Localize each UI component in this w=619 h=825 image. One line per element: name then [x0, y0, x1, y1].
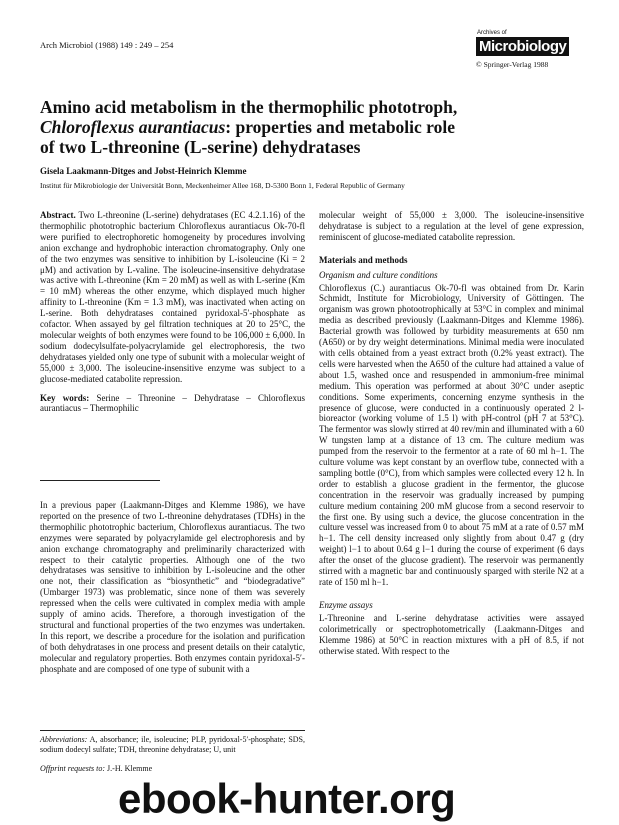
watermark: ebook-hunter.org — [118, 775, 456, 822]
offprint-label: Offprint requests to: — [40, 764, 106, 773]
introduction — [40, 500, 305, 675]
abbreviations-label: Abbreviations: — [40, 735, 88, 744]
title-line-3: of two L-threonine (L-serine) dehydratases — [40, 137, 361, 157]
section-heading-methods: Materials and methods — [319, 254, 408, 265]
affiliation: Institut für Mikrobiologie der Universität Bonn, Meckenheimer Allee 168, D-5300 Bonn 1, Federal Republic of Germany — [40, 181, 405, 190]
keywords-text: Serine – Threonine – Dehydratase – Chloroflexus aurantiacus – Thermophilic — [40, 392, 306, 414]
journal-citation: Arch Microbiol (1988) 149 : 249 – 254 — [40, 40, 174, 50]
title-line-2-rest: : properties and metabolic role — [225, 117, 456, 137]
keywords-label: Key words: — [40, 392, 90, 403]
subheading-organism: Organism and culture conditions — [319, 269, 438, 280]
title-line-2 — [40, 117, 588, 137]
footnote-separator — [40, 730, 305, 731]
methods-text: Chloroflexus (C.) aurantiacus Ok-70-fl was obtained from Dr. Karin Schmidt, Institute for Microbiology, University of Göttingen. The organism was grown photootrophically at 53°C in complex and minimal media as described previously (Laakmann-Ditges and Klemme 1986). Bacterial growth was followed by turbidity measurements at 650 nm (A650) or by dry weight determinations. Minimal media were inoculated with cells obtained from a yeast extract broth (0.2% yeast extract). The cells were harvested when the A650 of the culture had attained a value of about 1.5, washed once and resuspended in ammonium-free minimal medium. This operation was performed at about 30°C under aseptic conditions. Some experiments, concerning enzyme synthesis in the presence of glucose, were conducted in a continuously operated 2 l-bioreactor (working volume of 1.5 l) with pH-control (pH 7 at 53°C). The fermentor was slowly stirred at 40 rev/min and illuminated with a 60 W tungsten lamp at a distance of 13 cm. The culture medium was pumped from the reservoir to the fermentor at a rate of 60 ml h−1. The culture volume was kept constant by an overflow tube, connected with a sampling bottle (0°C), from which samples were collected every 12 h. In order to establish a glucose gradient in the fermentor, the glucose concentration in the reservoir was gradually increased by pumping culture medium containing 200 mM glucose from a second reservoir to the first one. By using such a device, the glucose concentration in the culture vessel was increased from 0 to about 75 mM at a rate of 0.57 mM h−1. The cell density increased only slightly from about 0.47 g (dry weight) l−1 to about 0.64 g l−1 during the course of experiment (6 days after the onset of the glucose gradient). The reservoir was permanently stirred with a magnetic bar and continuously sparged with sterile N2 at a rate of 150 ml h−1. — [319, 282, 584, 587]
right-column — [319, 210, 584, 656]
title-species: Chloroflexus aurantiacus — [40, 117, 226, 137]
abbreviations-footnote — [40, 735, 305, 755]
title-line-1: Amino acid metabolism in the thermophilic phototroph, — [40, 97, 458, 117]
journal-small-label: Archives of — [477, 30, 507, 36]
copyright-notice: © Springer-Verlag 1988 — [476, 60, 549, 69]
keywords — [40, 393, 305, 415]
journal-masthead — [476, 30, 586, 69]
journal-logo: Microbiology — [476, 37, 569, 56]
assay-text: L-Threonine and L-serine dehydratase activities were assayed colorimetrically or spectrophotometrically (Laakmann-Ditges and Klemme 1986) at 50°C in reaction mixtures with a pH of 8.5, if not otherwise stated. With respect to the — [319, 612, 584, 656]
abstract-column — [40, 210, 305, 414]
abstract-continuation: molecular weight of 55,000 ± 3,000. The isoleucine-insensitive dehydratase is subject to a regulation at the level of gene expression, reminiscent of glucose-mediated catabolite repression. — [319, 210, 584, 242]
abbreviations-text: A, absorbance; ile, isoleucine; PLP, pyridoxal-5′-phosphate; SDS, sodium dodecyl sulfate; TDH, threonine dehydratase; U, unit — [40, 735, 305, 754]
offprint-name: J.-H. Klemme — [107, 764, 153, 773]
abstract-label: Abstract. — [40, 210, 76, 220]
abstract — [40, 210, 305, 385]
abstract-separator — [40, 480, 160, 481]
author-list: Gisela Laakmann-Ditges and Jobst-Heinrich Klemme — [40, 166, 247, 176]
article-title — [40, 97, 588, 157]
offprint-requests — [40, 764, 152, 773]
subheading-enzyme-assays: Enzyme assays — [319, 599, 373, 610]
abstract-text: Two L-threonine (L-serine) dehydratases (EC 4.2.1.16) of the thermophilic phototrophic bacterium Chloroflexus aurantiacus Ok-70-fl were purified to electrophoretic homogeneity by procedures involving anion exchange and hydrophobic interaction chromatography. Only one of the two enzymes was sensitive to inhibition by L-isoleucine (Ki = 2 μM) and activation by L-valine. The isoleucine-insensitive dehydratase was active with L-threonine (Km = 20 mM) as well as with L-serine (Km = 10 mM) whereas the other enzyme, which displayed much higher affinity to L-threonine (Km = 1.3 mM), was inactivated when acting on L-serine. Both dehydratases contained pyridoxal-5′-phosphate as cofactor. When assayed by gel filtration techniques at 20 to 25°C, the molecular weights of both enzymes were found to be 106,000 ± 6,000. In sodium dodecylsulfate-polyacrylamide gel electrophoresis, the two dehydratases yielded only one type of subunit with a molecular weight of 55,000 ± 3,000. The isoleucine-insensitive enzyme was subject to a glucose-mediated catabolite repression. — [40, 210, 306, 384]
intro-text: In a previous paper (Laakmann-Ditges and Klemme 1986), we have reported on the presence of two L-threonine dehydratases (TDHs) in the thermophilic phototrophic bacterium, Chloroflexus aurantiacus. The two enzymes were separated by polyacrylamide gel electrophoresis and by anion exchange chromatography and preliminarily characterized with respect to their catalytic properties. Although one of the two dehydratases was sensitive to inhibition by L-isoleucine and the other one not, their classification as “biosynthetic” and “biodegradative” (Umbarger 1973) was problematic, since none of them was severely repressed when the cells were cultivated in complex media with ample supply of amino acids. Therefore, a thorough investigation of the structural and functional properties of the two enzymes was undertaken. In this report, we describe a procedure for the isolation and purification of both dehydratases in one process and present details on their catalytic, molecular and regulatory properties. Both enzymes contain pyridoxal-5′-phosphate and are composed of one type of subunit with a — [40, 500, 305, 674]
